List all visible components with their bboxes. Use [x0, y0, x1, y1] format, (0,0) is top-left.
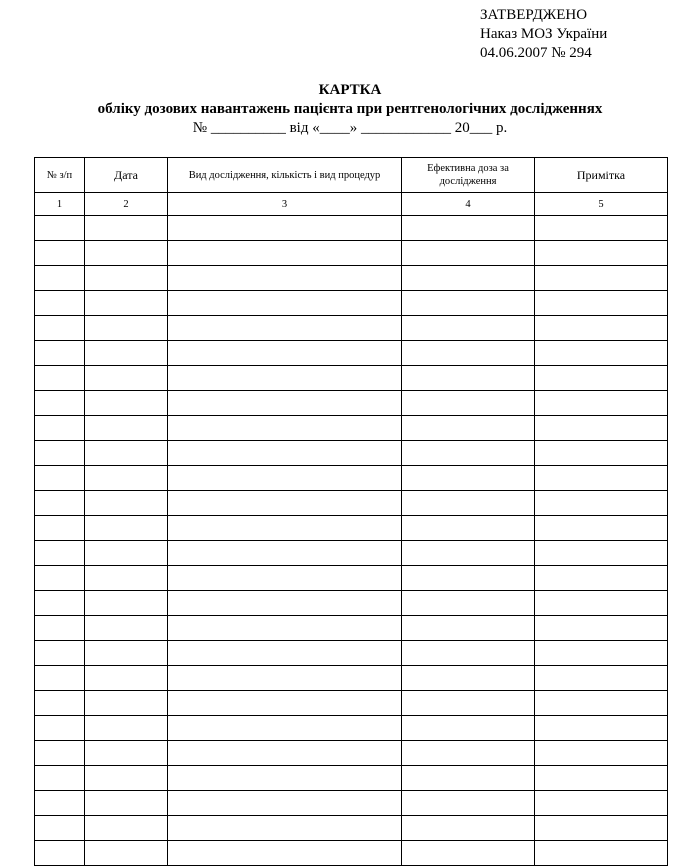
cell-effective-dose	[402, 816, 535, 841]
cell-effective-dose	[402, 766, 535, 791]
cell-date	[85, 591, 168, 616]
cell-effective-dose	[402, 341, 535, 366]
cell-number	[35, 541, 85, 566]
cell-exam-type	[168, 741, 402, 766]
cell-exam-type	[168, 516, 402, 541]
approval-order: Наказ МОЗ України	[480, 26, 608, 42]
cell-date	[85, 466, 168, 491]
col-header-number: № з/п	[35, 158, 85, 193]
cell-effective-dose	[402, 716, 535, 741]
table-row	[35, 766, 668, 791]
cell-date	[85, 491, 168, 516]
cell-exam-type	[168, 291, 402, 316]
cell-number	[35, 641, 85, 666]
cell-date	[85, 366, 168, 391]
cell-note	[535, 491, 668, 516]
table-row	[35, 816, 668, 841]
cell-date	[85, 416, 168, 441]
cell-effective-dose	[402, 616, 535, 641]
cell-effective-dose	[402, 441, 535, 466]
table-row	[35, 691, 668, 716]
document-subtitle: обліку дозових навантажень пацієнта при рентгенологічних дослідженнях	[97, 101, 603, 117]
cell-exam-type	[168, 816, 402, 841]
cell-date	[85, 316, 168, 341]
cell-note	[535, 591, 668, 616]
table-row	[35, 616, 668, 641]
table-header-row	[35, 158, 668, 193]
cell-number	[35, 741, 85, 766]
cell-effective-dose	[402, 366, 535, 391]
dose-log-table	[34, 157, 668, 866]
cell-note	[535, 416, 668, 441]
cell-exam-type	[168, 766, 402, 791]
cell-effective-dose	[402, 291, 535, 316]
cell-number	[35, 766, 85, 791]
cell-number	[35, 841, 85, 866]
table-row	[35, 366, 668, 391]
cell-date	[85, 541, 168, 566]
cell-date	[85, 841, 168, 866]
cell-effective-dose	[402, 516, 535, 541]
cell-exam-type	[168, 216, 402, 241]
cell-effective-dose	[402, 391, 535, 416]
table-row	[35, 416, 668, 441]
cell-effective-dose	[402, 841, 535, 866]
cell-note	[535, 391, 668, 416]
table-row	[35, 541, 668, 566]
cell-note	[535, 641, 668, 666]
cell-note	[535, 216, 668, 241]
table-row	[35, 741, 668, 766]
cell-exam-type	[168, 416, 402, 441]
cell-date	[85, 741, 168, 766]
cell-date	[85, 566, 168, 591]
cell-number	[35, 316, 85, 341]
column-number-row	[35, 193, 668, 216]
cell-date	[85, 691, 168, 716]
cell-number	[35, 466, 85, 491]
col-header-note: Примітка	[535, 158, 668, 193]
approval-date: 04.06.2007 № 294	[480, 45, 592, 61]
cell-number	[35, 616, 85, 641]
cell-exam-type	[168, 466, 402, 491]
cell-note	[535, 466, 668, 491]
cell-note	[535, 316, 668, 341]
cell-note	[535, 366, 668, 391]
cell-note	[535, 616, 668, 641]
cell-date	[85, 641, 168, 666]
table-row	[35, 341, 668, 366]
cell-note	[535, 741, 668, 766]
cell-date	[85, 791, 168, 816]
cell-note	[535, 516, 668, 541]
table-row	[35, 791, 668, 816]
cell-number	[35, 341, 85, 366]
cell-date	[85, 291, 168, 316]
table-row	[35, 841, 668, 866]
table-row	[35, 391, 668, 416]
cell-effective-dose	[402, 466, 535, 491]
cell-exam-type	[168, 691, 402, 716]
approval-stamp	[480, 6, 607, 63]
table-row	[35, 491, 668, 516]
cell-date	[85, 666, 168, 691]
cell-exam-type	[168, 341, 402, 366]
cell-date	[85, 266, 168, 291]
cell-note	[535, 266, 668, 291]
cell-exam-type	[168, 441, 402, 466]
column-number: 5	[535, 193, 668, 216]
cell-note	[535, 816, 668, 841]
cell-effective-dose	[402, 741, 535, 766]
cell-exam-type	[168, 366, 402, 391]
cell-date	[85, 241, 168, 266]
cell-date	[85, 516, 168, 541]
cell-date	[85, 816, 168, 841]
cell-effective-dose	[402, 791, 535, 816]
cell-effective-dose	[402, 491, 535, 516]
table-row	[35, 566, 668, 591]
approval-label: ЗАТВЕРДЖЕНО	[480, 7, 588, 23]
cell-number	[35, 716, 85, 741]
cell-number	[35, 691, 85, 716]
cell-note	[535, 441, 668, 466]
cell-note	[535, 691, 668, 716]
cell-exam-type	[168, 666, 402, 691]
cell-effective-dose	[402, 541, 535, 566]
cell-date	[85, 441, 168, 466]
cell-note	[535, 716, 668, 741]
cell-number	[35, 266, 85, 291]
cell-effective-dose	[402, 666, 535, 691]
cell-effective-dose	[402, 641, 535, 666]
cell-note	[535, 666, 668, 691]
cell-number	[35, 216, 85, 241]
table-row	[35, 266, 668, 291]
cell-exam-type	[168, 641, 402, 666]
table-row	[35, 716, 668, 741]
cell-note	[535, 566, 668, 591]
cell-date	[85, 616, 168, 641]
cell-effective-dose	[402, 566, 535, 591]
table-row	[35, 516, 668, 541]
cell-date	[85, 716, 168, 741]
cell-exam-type	[168, 716, 402, 741]
table-row	[35, 466, 668, 491]
cell-exam-type	[168, 491, 402, 516]
cell-number	[35, 566, 85, 591]
cell-exam-type	[168, 391, 402, 416]
cell-exam-type	[168, 616, 402, 641]
cell-note	[535, 841, 668, 866]
column-number: 1	[35, 193, 85, 216]
cell-effective-dose	[402, 416, 535, 441]
cell-exam-type	[168, 841, 402, 866]
cell-number	[35, 391, 85, 416]
cell-number	[35, 791, 85, 816]
cell-number	[35, 591, 85, 616]
cell-date	[85, 341, 168, 366]
card-number-line: № __________ від «____» ____________ 20___ р.	[192, 120, 508, 136]
col-header-effective-dose: Ефективна доза за дослідження	[402, 158, 535, 193]
table-row	[35, 591, 668, 616]
column-number: 2	[85, 193, 168, 216]
cell-note	[535, 241, 668, 266]
cell-note	[535, 791, 668, 816]
cell-number	[35, 241, 85, 266]
cell-note	[535, 291, 668, 316]
cell-exam-type	[168, 791, 402, 816]
cell-number	[35, 666, 85, 691]
cell-note	[535, 341, 668, 366]
cell-number	[35, 291, 85, 316]
table-row	[35, 666, 668, 691]
cell-number	[35, 816, 85, 841]
cell-number	[35, 441, 85, 466]
cell-effective-dose	[402, 241, 535, 266]
cell-exam-type	[168, 566, 402, 591]
column-number: 3	[168, 193, 402, 216]
cell-date	[85, 766, 168, 791]
cell-effective-dose	[402, 216, 535, 241]
cell-date	[85, 216, 168, 241]
table-row	[35, 216, 668, 241]
cell-exam-type	[168, 316, 402, 341]
cell-note	[535, 541, 668, 566]
cell-note	[535, 766, 668, 791]
column-number: 4	[402, 193, 535, 216]
cell-date	[85, 391, 168, 416]
col-header-date: Дата	[85, 158, 168, 193]
document-title: КАРТКА	[318, 82, 382, 98]
cell-effective-dose	[402, 266, 535, 291]
cell-effective-dose	[402, 316, 535, 341]
cell-exam-type	[168, 266, 402, 291]
table-row	[35, 241, 668, 266]
cell-effective-dose	[402, 691, 535, 716]
cell-exam-type	[168, 591, 402, 616]
cell-exam-type	[168, 541, 402, 566]
cell-exam-type	[168, 241, 402, 266]
table-row	[35, 291, 668, 316]
cell-number	[35, 416, 85, 441]
cell-number	[35, 491, 85, 516]
table-row	[35, 641, 668, 666]
cell-number	[35, 366, 85, 391]
cell-number	[35, 516, 85, 541]
col-header-exam-type: Вид дослідження, кількість і вид процедур	[168, 158, 402, 193]
table-row	[35, 316, 668, 341]
table-row	[35, 441, 668, 466]
cell-effective-dose	[402, 591, 535, 616]
